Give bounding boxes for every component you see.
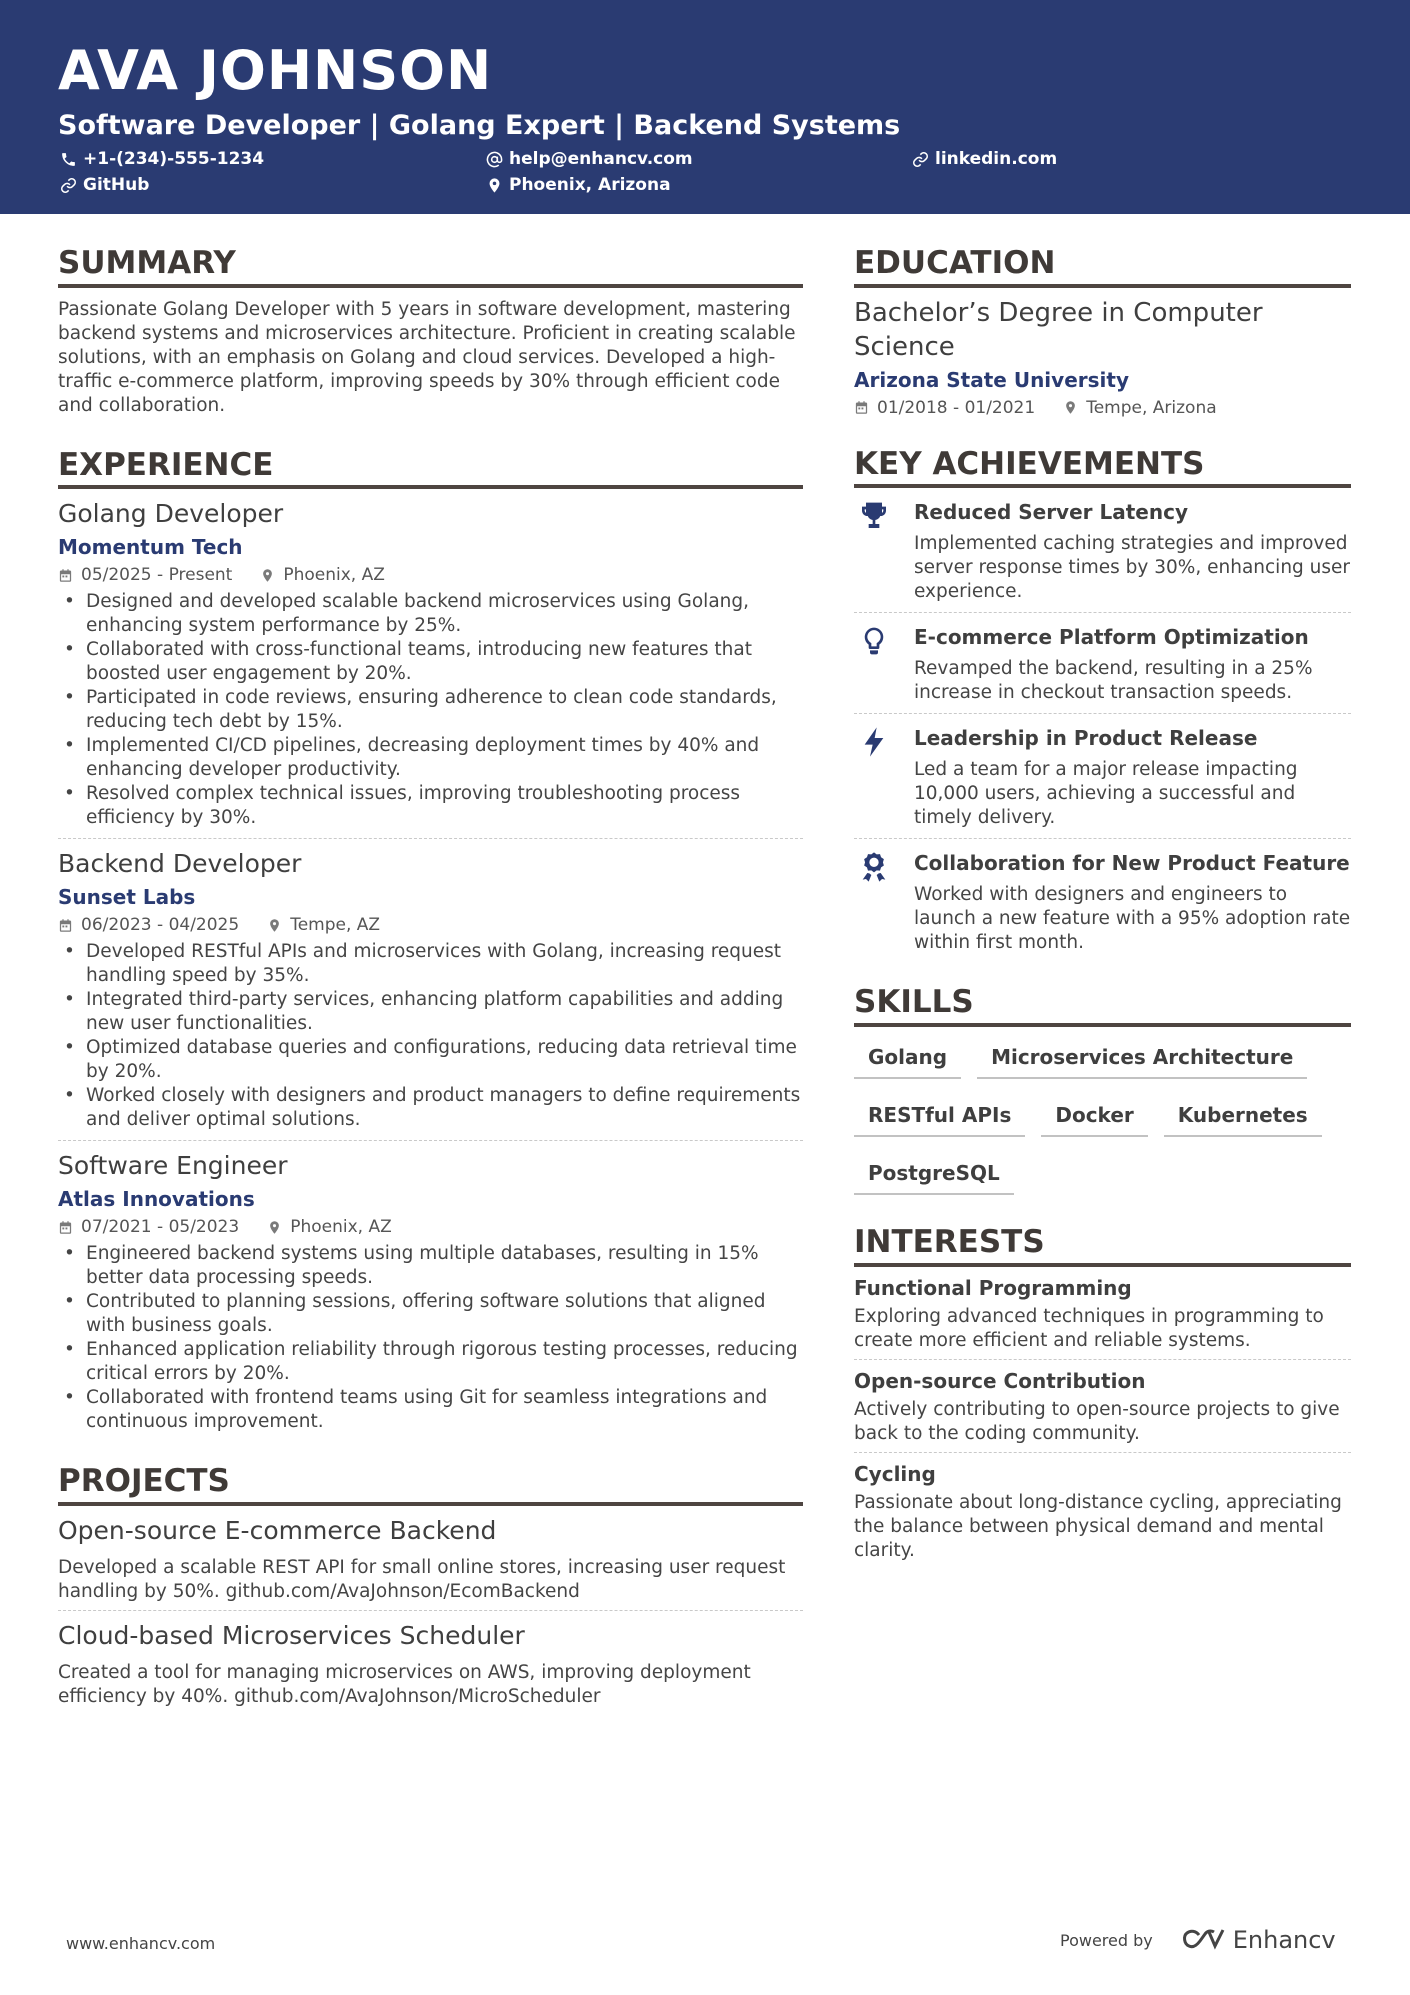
job-location-text: Phoenix, AZ — [290, 1217, 392, 1238]
achievement-content — [914, 623, 1351, 705]
interest-title: Open-source Contribution — [854, 1368, 1146, 1393]
contact-location — [486, 175, 671, 195]
bullet-item: • Designed and developed scalable backend microservices using Golang, enhancing system performance by 25%. — [58, 590, 803, 638]
job-meta — [58, 912, 803, 938]
job-location — [260, 562, 385, 588]
map-pin-icon — [267, 918, 282, 933]
summary-text: Passionate Golang Developer with 5 years in software development, mastering backend systems and microservices architecture. Proficient in creating scalable solutions, with an emphasis on Golang and cloud services. Developed a high-traffic e-commerce platform, improving speeds by 30% through efficient code and collaboration. — [58, 298, 796, 416]
education-meta — [854, 395, 1351, 421]
section-heading: PROJECTS — [58, 1464, 803, 1506]
email-text: help@enhancv.com — [509, 149, 693, 169]
skill-tag: Microservices Architecture — [977, 1039, 1307, 1079]
skills-section — [854, 985, 1351, 1213]
job-bullets — [58, 1242, 803, 1434]
link-icon — [912, 151, 929, 168]
interest-description: Passionate about long-distance cycling, appreciating the balance between physical demand and mental clarity. — [854, 1491, 1342, 1561]
bullet-item: • Collaborated with cross-functional teams, introducing new features that boosted user engagement by 20%. — [58, 638, 803, 686]
education-section — [854, 246, 1351, 421]
section-heading: KEY ACHIEVEMENTS — [854, 447, 1351, 489]
project-entry — [58, 1506, 803, 1611]
enhancv-logo[interactable] — [1179, 1926, 1336, 1954]
job-dates: 07/2021 - 05/2023 — [81, 1217, 240, 1238]
candidate-name: AVA JOHNSON — [58, 39, 493, 102]
job-dates: 05/2025 - Present — [81, 565, 233, 586]
enhancv-logo-icon — [1179, 1927, 1225, 1953]
interest-title: Cycling — [854, 1461, 936, 1486]
bullet-item: • Engineered backend systems using multiple databases, resulting in 15% better data processing speeds. — [58, 1242, 803, 1290]
job-location — [267, 1214, 392, 1240]
contact-email[interactable] — [486, 149, 693, 169]
education-location — [1063, 395, 1216, 421]
powered-by-text: Powered by — [1060, 1930, 1153, 1950]
job-bullets — [58, 590, 803, 830]
footer-branding — [1060, 1926, 1336, 1954]
bullet-item: • Integrated third-party services, enhancing platform capabilities and adding new user functionalities. — [58, 988, 803, 1036]
link-icon — [60, 177, 77, 194]
bullet-item: • Enhanced application reliability through rigorous testing processes, reducing critical errors by 20%. — [58, 1338, 803, 1386]
skill-tag: Golang — [854, 1039, 961, 1079]
map-pin-icon — [486, 177, 503, 194]
achievement-title: Leadership in Product Release — [914, 726, 1258, 751]
skill-tag: RESTful APIs — [854, 1097, 1025, 1137]
bullet-item: • Collaborated with frontend teams using Git for seamless integrations and continuous improvement. — [58, 1386, 803, 1434]
linkedin-text: linkedin.com — [935, 149, 1058, 169]
achievement-title: Reduced Server Latency — [914, 500, 1188, 525]
project-title: Cloud-based Microservices Scheduler — [58, 1620, 525, 1650]
project-title: Open-source E-commerce Backend — [58, 1515, 497, 1545]
candidate-title: Software Developer | Golang Expert | Backend Systems — [58, 110, 901, 141]
bullet-item: • Optimized database queries and configurations, reducing data retrieval time by 20%. — [58, 1036, 803, 1084]
interest-description: Actively contributing to open-source projects to give back to the coding community. — [854, 1398, 1340, 1444]
section-heading: EDUCATION — [854, 246, 1351, 288]
interest-title: Functional Programming — [854, 1275, 1132, 1300]
achievement-content — [914, 849, 1351, 955]
project-description: Developed a scalable REST API for small online stores, increasing user request handling by 50%. github.com/AvaJohnson/EcomBackend — [58, 1556, 786, 1602]
location-text: Phoenix, Arizona — [509, 175, 671, 195]
bullet-item: • Participated in code reviews, ensuring adherence to clean code standards, reducing tech debt by 15%. — [58, 686, 803, 734]
bullet-item: • Worked closely with designers and product managers to define requirements and deliver optimal solutions. — [58, 1084, 803, 1132]
degree-title: Bachelor’s Degree in Computer Science — [854, 297, 1263, 362]
phone-icon — [60, 151, 77, 168]
job-title: Software Engineer — [58, 1151, 288, 1181]
left-column — [58, 246, 803, 1745]
job-entry — [58, 1141, 803, 1442]
achievement-title: E-commerce Platform Optimization — [914, 625, 1309, 650]
achievement-description: Worked with designers and engineers to launch a new feature with a 95% adoption rate within first month. — [914, 884, 1351, 954]
job-location-text: Tempe, AZ — [290, 915, 381, 936]
at-icon — [486, 151, 503, 168]
achievement-item — [854, 839, 1351, 963]
job-title: Backend Developer — [58, 849, 302, 879]
achievement-description: Led a team for a major release impacting 10,000 users, achieving a successful and timely delivery. — [914, 759, 1298, 829]
project-entry — [58, 1611, 803, 1715]
experience-section — [58, 448, 803, 1443]
achievement-content — [914, 724, 1351, 830]
footer-website[interactable]: www.enhancv.com — [66, 1934, 216, 1953]
school-name: Arizona State University — [854, 367, 1129, 392]
projects-section — [58, 1464, 803, 1715]
section-heading: SKILLS — [854, 985, 1351, 1027]
company-name: Momentum Tech — [58, 535, 243, 560]
interest-description: Exploring advanced techniques in programming to create more efficient and reliable systems. — [854, 1305, 1324, 1351]
trophy-icon — [854, 498, 914, 604]
job-location-text: Phoenix, AZ — [283, 565, 385, 586]
education-dates: 01/2018 - 01/2021 — [877, 397, 1036, 418]
skill-tag: Docker — [1041, 1097, 1147, 1137]
brand-name: Enhancv — [1232, 1926, 1336, 1954]
bullet-item: • Implemented CI/CD pipelines, decreasing deployment times by 40% and enhancing developer productivity. — [58, 734, 803, 782]
interests-section — [854, 1225, 1351, 1569]
interest-item — [854, 1360, 1351, 1453]
phone-text: +1-(234)-555-1234 — [83, 149, 265, 169]
job-meta — [58, 562, 803, 588]
contact-phone[interactable] — [60, 149, 264, 169]
calendar-icon — [854, 400, 869, 415]
achievement-title: Collaboration for New Product Feature — [914, 851, 1350, 876]
achievement-description: Implemented caching strategies and improved server response times by 30%, enhancing user experience. — [914, 533, 1351, 603]
job-entry — [58, 489, 803, 839]
lightbulb-icon — [854, 623, 914, 705]
section-heading: INTERESTS — [854, 1225, 1351, 1267]
achievement-description: Revamped the backend, resulting in a 25% increase in checkout transaction speeds. — [914, 658, 1313, 704]
map-pin-icon — [267, 1220, 282, 1235]
skill-tag: Kubernetes — [1164, 1097, 1322, 1137]
achievement-content — [914, 498, 1351, 604]
summary-section — [58, 246, 803, 418]
calendar-icon — [58, 568, 73, 583]
lightning-icon — [854, 724, 914, 830]
job-dates: 06/2023 - 04/2025 — [81, 915, 240, 936]
job-title: Golang Developer — [58, 499, 284, 529]
skill-tag: PostgreSQL — [854, 1155, 1014, 1195]
bullet-item: • Developed RESTful APIs and microservices with Golang, increasing request handling speed by 35%. — [58, 940, 803, 988]
contact-linkedin[interactable] — [912, 149, 1057, 169]
job-entry — [58, 839, 803, 1141]
contact-github[interactable] — [60, 175, 149, 195]
achievement-item — [854, 613, 1351, 714]
award-ribbon-icon — [854, 849, 914, 955]
section-heading: SUMMARY — [58, 246, 803, 288]
job-bullets — [58, 940, 803, 1132]
project-description: Created a tool for managing microservices on AWS, improving deployment efficiency by 40%. github.com/AvaJohnson/MicroScheduler — [58, 1661, 751, 1707]
github-text: GitHub — [83, 175, 150, 195]
company-name: Atlas Innovations — [58, 1187, 255, 1212]
interest-item — [854, 1453, 1351, 1569]
map-pin-icon — [1063, 400, 1078, 415]
skills-list — [854, 1027, 1351, 1213]
job-meta — [58, 1214, 803, 1240]
achievement-item — [854, 488, 1351, 613]
education-location-text: Tempe, Arizona — [1086, 397, 1217, 418]
right-column — [854, 246, 1351, 1599]
achievements-section — [854, 447, 1351, 964]
company-name: Sunset Labs — [58, 885, 196, 910]
resume-header — [0, 0, 1410, 214]
achievement-item — [854, 714, 1351, 839]
section-heading: EXPERIENCE — [58, 448, 803, 490]
job-location — [267, 912, 380, 938]
map-pin-icon — [260, 568, 275, 583]
interest-item — [854, 1267, 1351, 1360]
bullet-item: • Resolved complex technical issues, improving troubleshooting process efficiency by 30%. — [58, 782, 803, 830]
calendar-icon — [58, 1220, 73, 1235]
bullet-item: • Contributed to planning sessions, offering software solutions that aligned with business goals. — [58, 1290, 803, 1338]
calendar-icon — [58, 918, 73, 933]
